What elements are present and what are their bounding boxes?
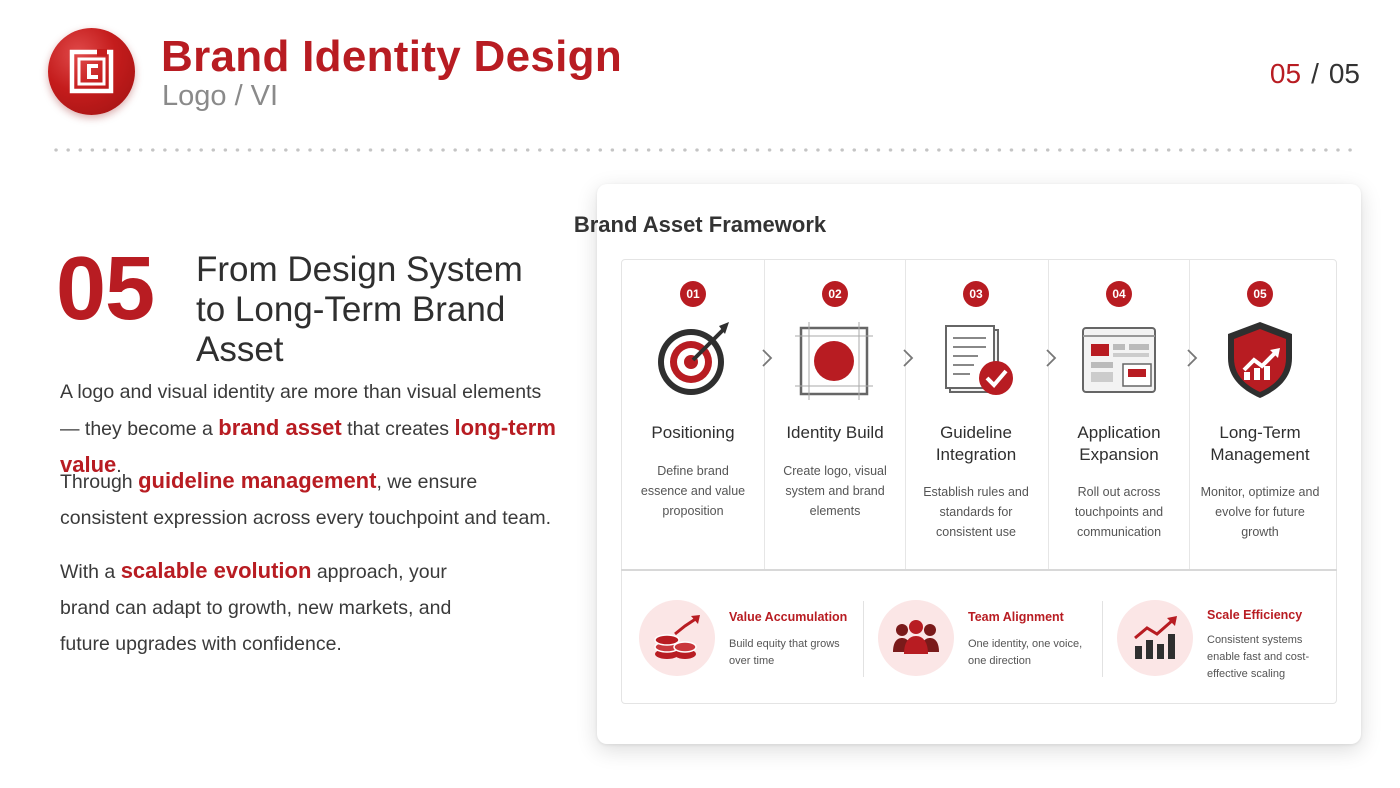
benefit-desc: Build equity that grows over time xyxy=(729,638,840,667)
team-icon xyxy=(878,600,954,676)
coins-growth-icon xyxy=(639,600,715,676)
text: Through xyxy=(60,471,139,493)
step-badge: 03 xyxy=(963,281,989,307)
brand-mark-icon xyxy=(48,28,135,115)
text: . xyxy=(116,455,122,477)
benefit-desc: Consistent systems enable fast and cost-effective scaling xyxy=(1207,634,1310,680)
step-label: Long-Term Management xyxy=(1210,423,1310,464)
highlight-long-term-value: long-term value xyxy=(60,415,556,477)
highlight-scalable-evolution: scalable evolution xyxy=(120,558,312,583)
benefit-team-alignment xyxy=(878,600,1108,680)
page-separator: / xyxy=(1311,58,1319,89)
document-check-icon xyxy=(936,320,1016,400)
step-label: Guideline Integration xyxy=(935,423,1017,464)
framework-divider xyxy=(621,569,1337,571)
step-desc: Create logo, visual system and brand elements xyxy=(783,464,887,518)
shield-growth-icon xyxy=(1220,320,1300,400)
page-subtitle: Logo / VI xyxy=(162,80,279,112)
benefit-divider xyxy=(863,601,864,677)
page-title: Brand Identity Design xyxy=(161,32,623,81)
text: A logo and visual identity are more than visual elements— they become a xyxy=(60,381,542,440)
benefit-desc: One identity, one voice, one direction xyxy=(968,638,1083,667)
step-desc: Monitor, optimize and evolve for future growth xyxy=(1200,485,1320,539)
step-badge: 01 xyxy=(680,281,706,307)
step-badge: 02 xyxy=(822,281,848,307)
step-desc: Establish rules and standards for consistent use xyxy=(923,485,1029,539)
step-badge: 04 xyxy=(1106,281,1132,307)
framework-step-identity-build xyxy=(765,260,905,569)
framework-step-long-term xyxy=(1190,260,1330,569)
layout-icon xyxy=(1079,320,1159,400)
framework-title: Brand Asset Framework xyxy=(573,212,827,237)
step-desc: Roll out across touchpoints and communication xyxy=(1074,485,1164,539)
benefit-value-accumulation xyxy=(639,600,869,680)
target-icon xyxy=(653,320,733,400)
highlight-guideline-management: guideline management xyxy=(138,468,377,493)
step-label: Identity Build xyxy=(786,423,884,442)
step-desc: Define brand essence and value proposition xyxy=(640,464,746,518)
text: With a xyxy=(60,561,121,583)
step-label: Application Expansion xyxy=(1077,423,1161,464)
page-total: 05 xyxy=(1328,58,1360,89)
benefit-scale-efficiency xyxy=(1117,600,1347,680)
page-current: 05 xyxy=(1269,58,1302,89)
grid-logo-icon xyxy=(795,320,875,400)
framework-step-application xyxy=(1049,260,1189,569)
framework-step-guideline xyxy=(906,260,1046,569)
paragraph-guideline xyxy=(60,463,560,536)
chevron-right-icon xyxy=(902,348,914,368)
benefit-title: Scale Efficiency xyxy=(1207,608,1303,622)
dotted-divider xyxy=(50,148,1360,152)
chevron-right-icon xyxy=(1045,348,1057,368)
section-number: 05 xyxy=(56,239,155,339)
framework-step-positioning xyxy=(623,260,763,569)
benefit-title: Team Alignment xyxy=(968,610,1064,624)
chevron-right-icon xyxy=(761,348,773,368)
page-indicator xyxy=(1270,58,1360,90)
step-label: Positioning xyxy=(651,423,735,442)
bar-growth-icon xyxy=(1117,600,1193,676)
paragraph-scalable xyxy=(60,553,500,662)
text: approach, your brand can adapt to growth, new markets, and future upgrades with confidence. xyxy=(60,561,452,655)
chevron-right-icon xyxy=(1186,348,1198,368)
section-title: From Design System to Long-Term Brand Asset xyxy=(196,250,523,369)
step-badge: 05 xyxy=(1247,281,1273,307)
text: , we ensure consistent expression across every touchpoint and team. xyxy=(60,471,552,529)
benefit-title: Value Accumulation xyxy=(729,610,848,624)
highlight-brand-asset: brand asset xyxy=(218,415,342,440)
text: that creates xyxy=(341,418,455,440)
benefit-divider xyxy=(1102,601,1103,677)
